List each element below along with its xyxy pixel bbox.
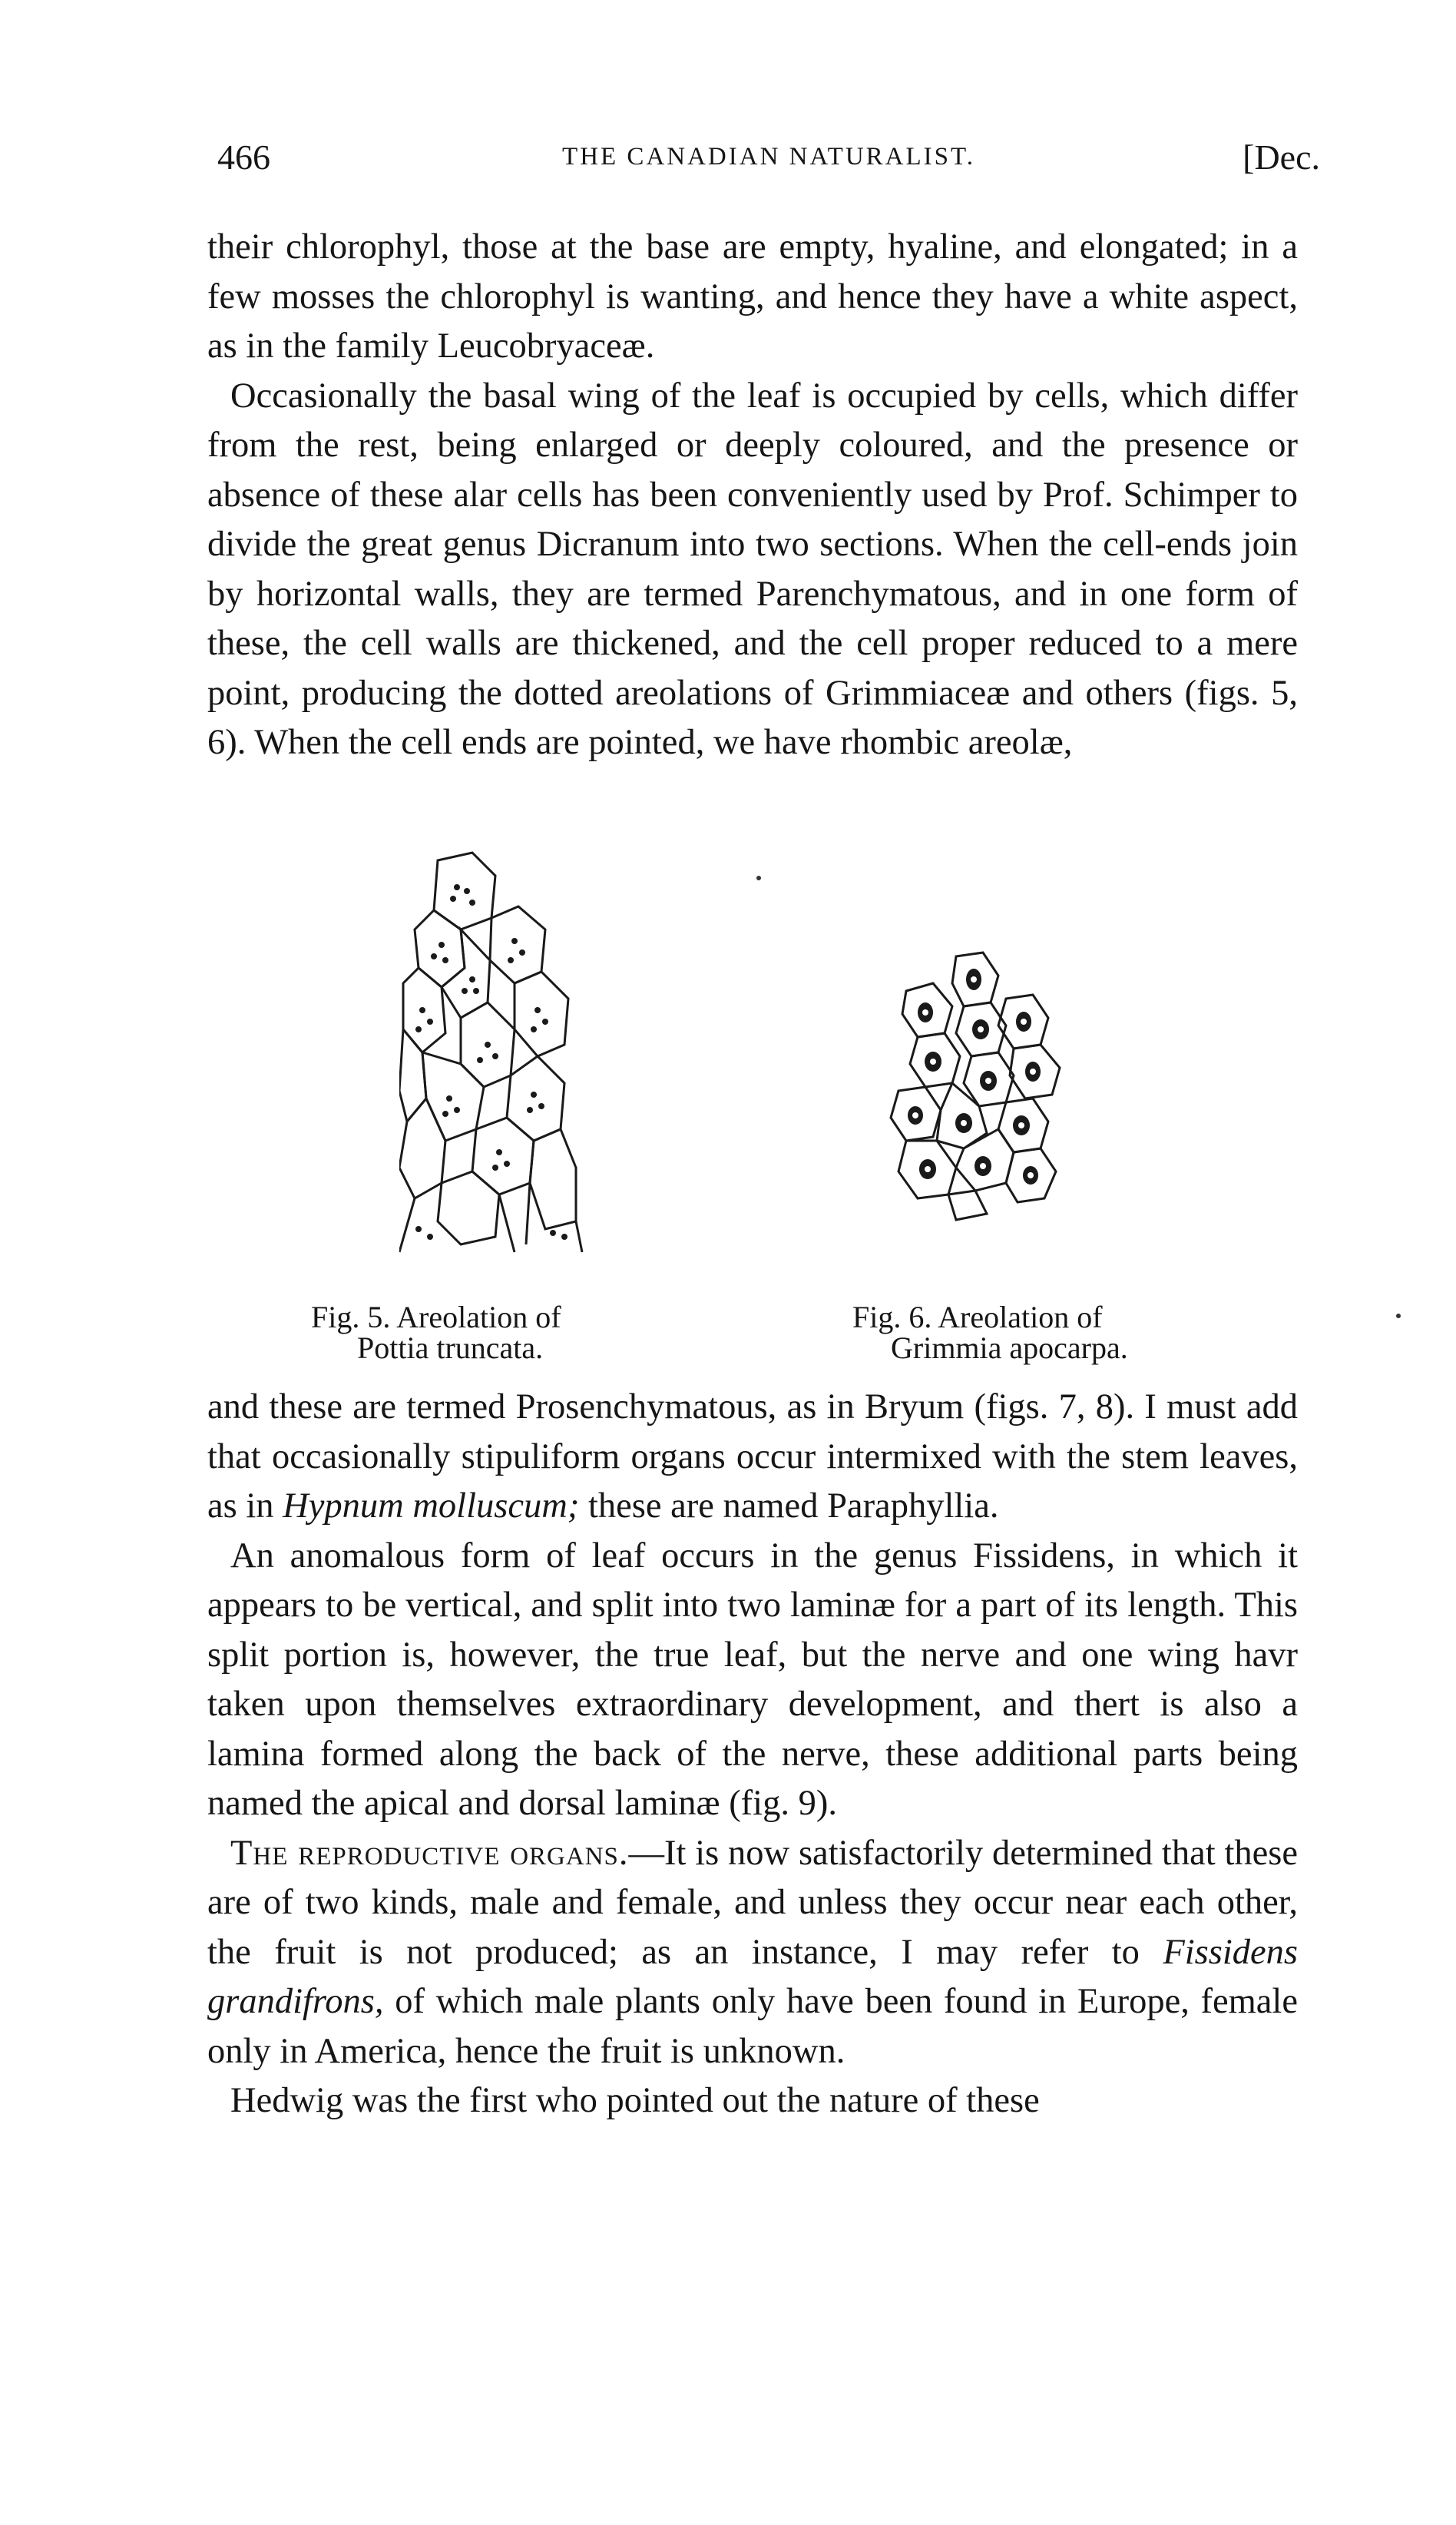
figure-5-illustration [399,845,660,1260]
cell-outline [507,1056,564,1141]
pottia-areolation-drawing [399,845,660,1260]
print-speck [756,876,761,880]
header-month: [Dec. [1243,138,1320,177]
hypnum-species-name: Hypnum molluscum; [283,1486,580,1526]
cell-outline [438,1171,499,1244]
cell-outline [948,1191,987,1220]
paragraph-hedwig: Hedwig was the first who pointed out the nature of these [230,2081,1040,2120]
paragraph-alar-cells: Occasionally the basal wing of the leaf is occupied by cells, which differ from the rest, being enlarged or deeply coloured, and the presence or absence of these alar cells has been conveniently used by Prof. Schimper to divide the great genus Dicranum into two sections. When the cell-ends join by horizontal walls, they are termed Parenchymatous, and in one form of these, the cell walls are thickened, and the cell proper reduced to a mere point, producing the dotted areolations of Grimmiaceæ and others (figs. 5, 6). When the cell ends are pointed, we have rhombic areolæ, [207,376,1298,762]
paragraph-fissidens: An anomalous form of leaf occurs in the genus Fissidens, in which it appears to be vertical, and split into two laminæ for a part of its length. This split portion is, however, the true leaf, but the nerve and one wing havr taken upon themselves extraordinary development, and thert is also a lamina formed along the back of the nerve, these additional parts being named the apical and dorsal laminæ (fig. 9). [207,1536,1298,1823]
cell-outline [399,1098,445,1198]
section-heading: The reproductive organs. [230,1833,629,1873]
cell-outline [422,1052,484,1141]
cell-outline [399,1029,426,1122]
cell-outline [530,1129,576,1229]
figure-6-illustration [883,945,1083,1221]
cell-outline [472,1118,534,1195]
reproductive-text-end: of which male plants only have been found in Europe, female only in America, hence the fruit is unknown. [207,1982,1298,2071]
prosenchymatous-text: and these are termed Prosenchymatous, as in Bryum (figs. 7, 8). I must add that occasionally stipuliform organs occur intermixed with the stem leaves, as in [207,1387,1298,1526]
paragraph-chlorophyl: their chlorophyl, those at the base are empty, hyaline, and elongated; in a few mosses the chlorophyl is wanting, and hence they have a white aspect, as in the family Leucobryaceæ. [207,227,1298,366]
figure-6-caption-line1: Fig. 6. Areolation of [852,1300,1103,1334]
page-number: 466 [217,138,270,177]
paraphyllia-text: these are named Paraphyllia. [579,1486,999,1526]
journal-title: THE CANADIAN NATURALIST. [562,143,975,171]
figure-5-caption [311,1302,561,1364]
figure-5-caption-line2: Pottia truncata. [357,1330,544,1365]
fissidens-species-name: Fissidens grandifrons, [207,1932,1298,2021]
cell-outline [515,972,568,1056]
paragraph-prosenchymatous [207,1383,1298,1532]
text-block-top [207,223,1298,768]
cell-outline [490,906,545,983]
reproductive-text: —It is now satisfactorily determined that these are of two kinds, male and female, and unless they occur near each other, the fruit is not produced; as an instance, I may refer to [207,1833,1298,1972]
grimmia-areolation-drawing [883,945,1083,1221]
text-block-bottom [207,1383,1298,2126]
paragraph-reproductive-organs [207,1829,1298,2077]
figure-6-caption [852,1302,1128,1364]
running-header [217,137,1320,191]
figure-5-caption-line1: Fig. 5. Areolation of [311,1300,561,1334]
print-speck [1396,1314,1401,1318]
figure-6-caption-line2: Grimmia apocarpa. [891,1330,1128,1365]
